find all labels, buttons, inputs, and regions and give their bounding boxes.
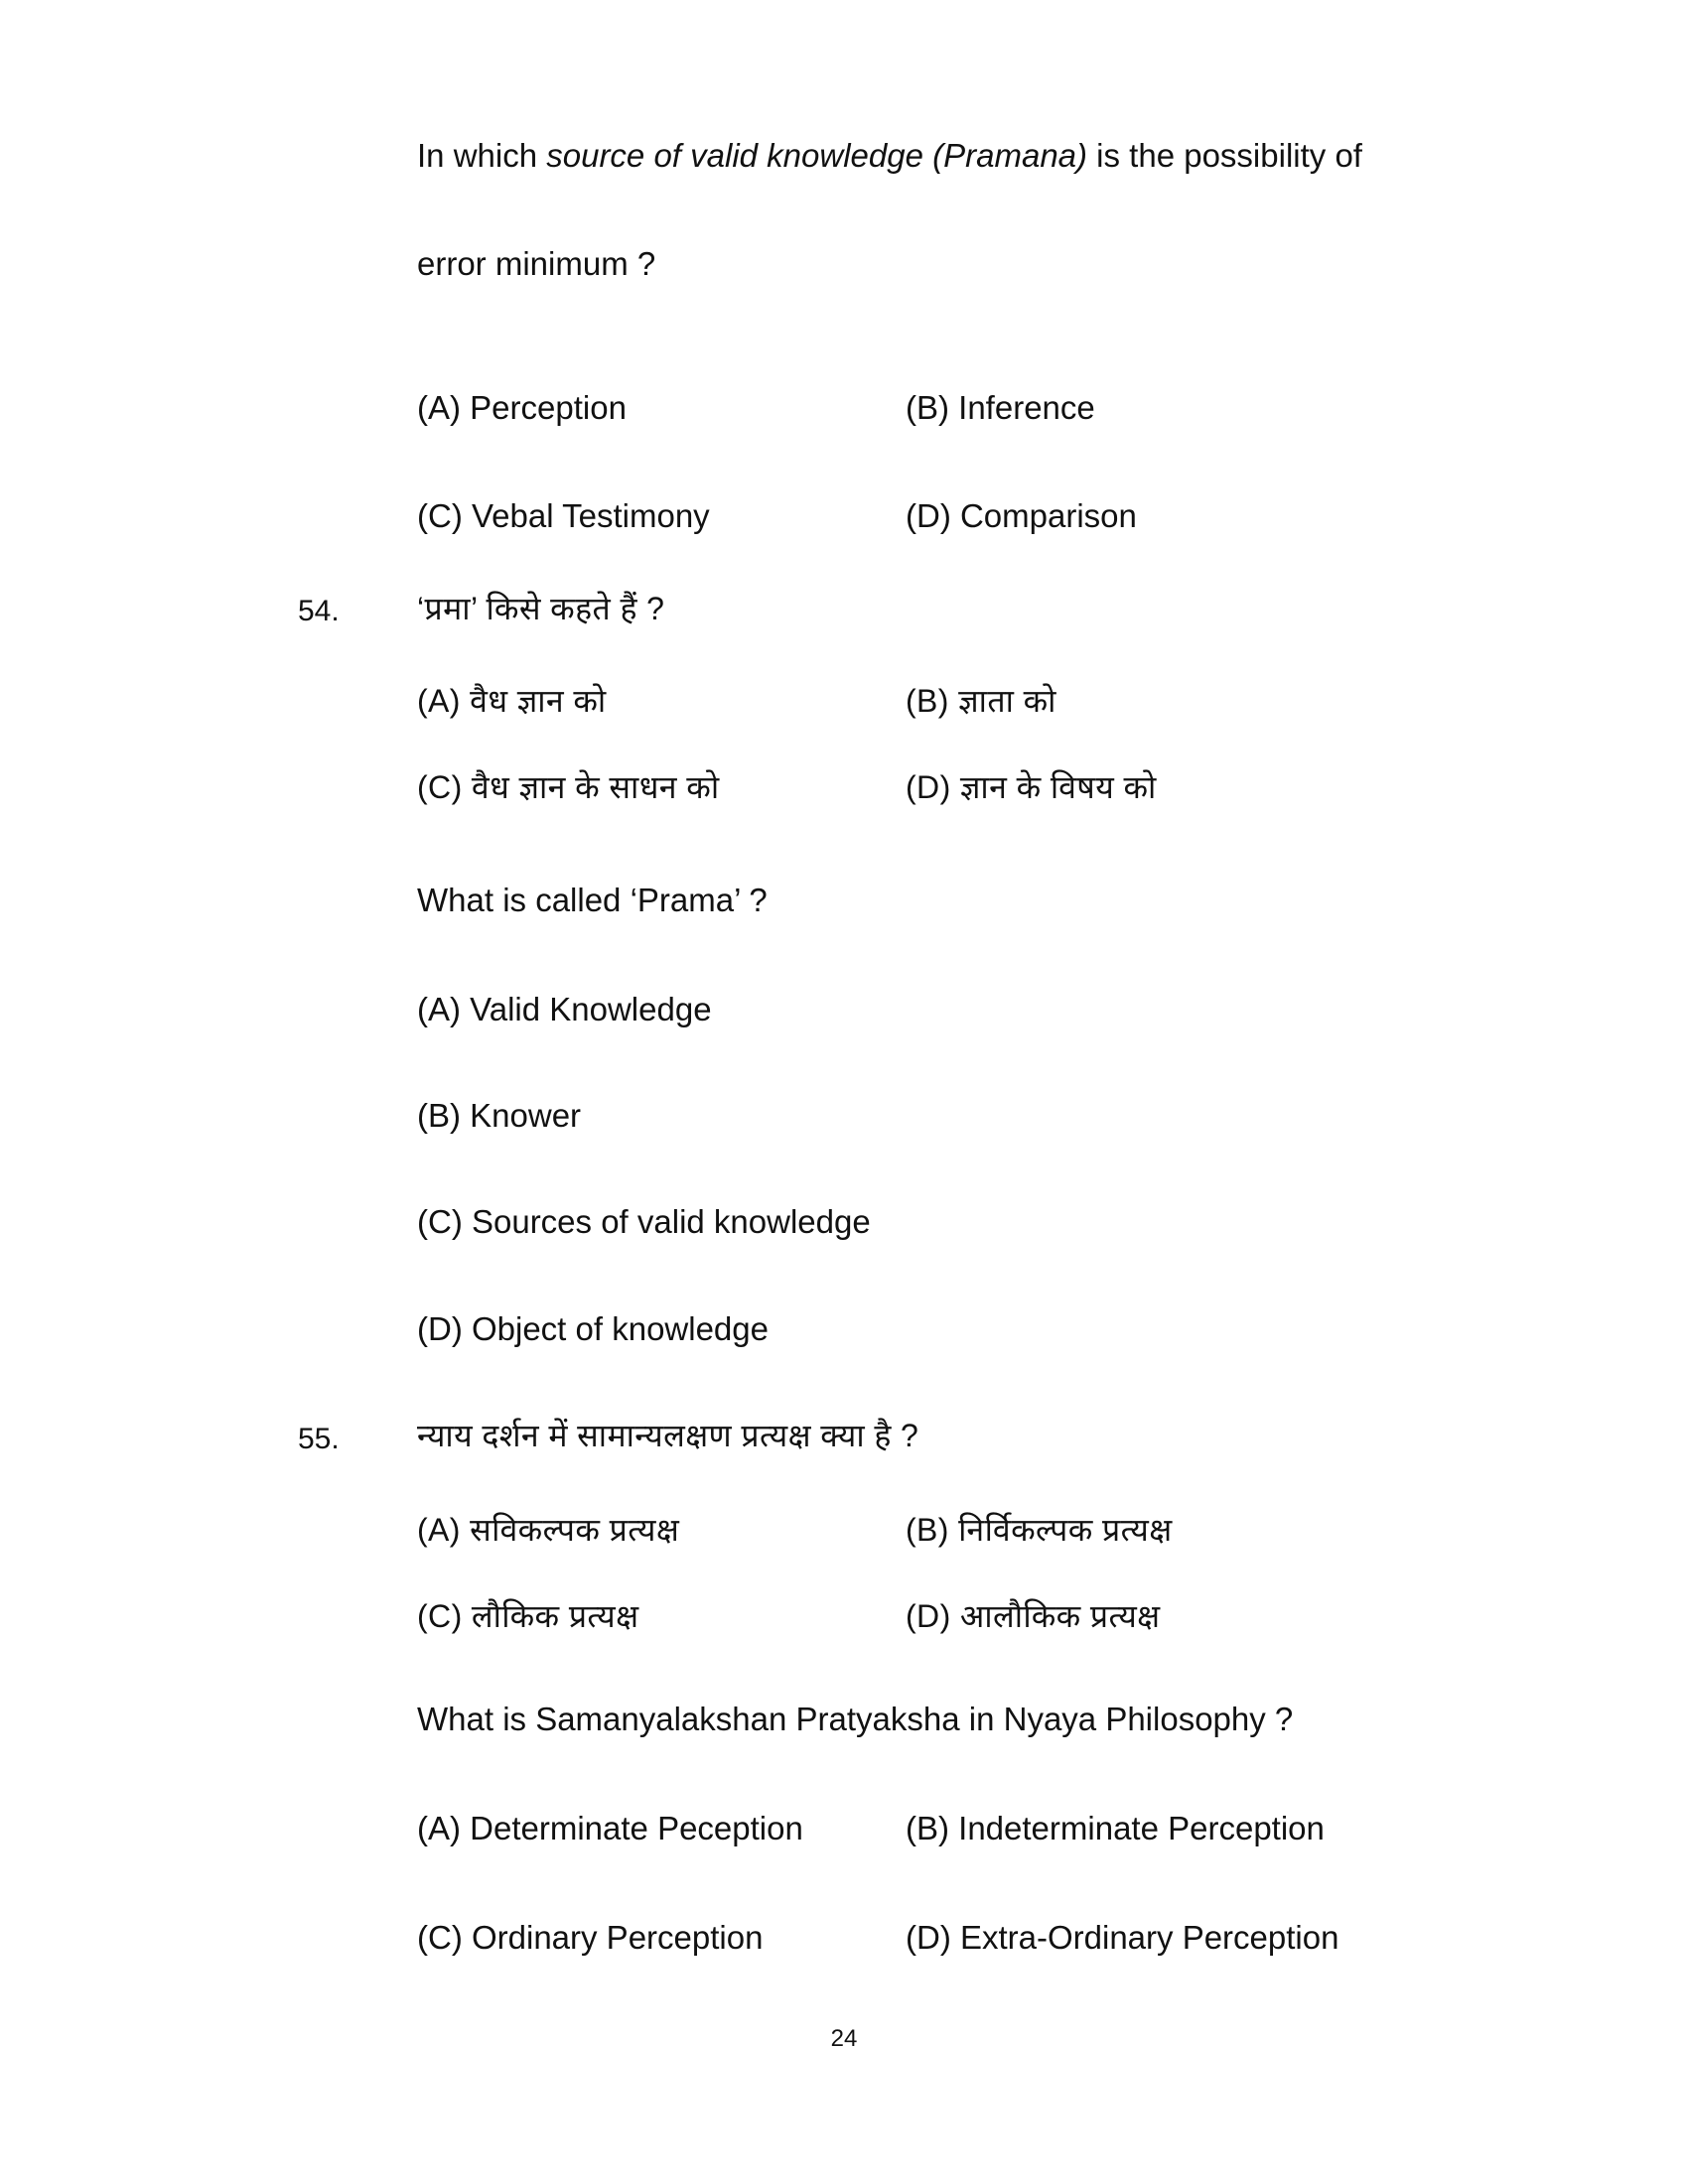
question-stem-q55-english: What is Samanyalakshan Pratyaksha in Nyaya Philosophy ? — [417, 1701, 1294, 1737]
option-q53-c[interactable]: (C) Vebal Testimony — [417, 497, 710, 534]
option-row-q53-ab — [417, 391, 1609, 424]
option-q53-a[interactable]: (A) Perception — [417, 389, 627, 426]
option-row-q53-cd — [417, 499, 1609, 532]
stem-text-italic: source of valid knowledge (Pramana) — [546, 137, 1088, 174]
question-stem-q53-line1 — [417, 139, 1569, 172]
question-stem-q54-english: What is called ‘Prama’ ? — [417, 882, 768, 918]
option-q55-english-a[interactable]: (A) Determinate Peception — [417, 1810, 803, 1846]
option-row-q55-hindi-cd — [417, 1600, 1609, 1632]
option-q55-english-d[interactable]: (D) Extra-Ordinary Perception — [906, 1919, 1339, 1956]
option-row-q55-hindi-ab — [417, 1514, 1609, 1546]
option-row-q54-hindi-cd — [417, 771, 1609, 803]
option-q54-english-d[interactable]: (D) Object of knowledge — [417, 1310, 769, 1347]
option-q55-hindi-a[interactable]: (A) सविकल्पक प्रत्यक्ष — [417, 1512, 680, 1548]
option-q53-d[interactable]: (D) Comparison — [906, 497, 1137, 534]
option-q55-hindi-c[interactable]: (C) लौकिक प्रत्यक्ष — [417, 1598, 639, 1634]
stem-text-before: In which — [417, 137, 547, 174]
question-stem-q53-line2: error minimum ? — [417, 245, 656, 282]
option-q55-english-b[interactable]: (B) Indeterminate Perception — [906, 1810, 1325, 1846]
option-q55-hindi-b[interactable]: (B) निर्विकल्पक प्रत्यक्ष — [906, 1512, 1173, 1548]
question-number-54: 54. — [298, 595, 340, 627]
option-row-q55-english-cd — [417, 1921, 1609, 1954]
option-q55-english-c[interactable]: (C) Ordinary Perception — [417, 1919, 764, 1956]
option-q54-english-b[interactable]: (B) Knower — [417, 1097, 582, 1134]
stem-text-after: is the possibility of — [1087, 137, 1362, 174]
option-q54-english-a[interactable]: (A) Valid Knowledge — [417, 991, 712, 1027]
option-q54-hindi-c[interactable]: (C) वैध ज्ञान के साधन को — [417, 769, 720, 805]
option-q54-hindi-b[interactable]: (B) ज्ञाता को — [906, 683, 1056, 719]
option-row-q55-english-ab — [417, 1812, 1609, 1844]
option-row-q54-hindi-ab — [417, 685, 1609, 717]
option-q54-english-c[interactable]: (C) Sources of valid knowledge — [417, 1203, 871, 1240]
question-stem-q55-hindi: न्याय दर्शन में सामान्यलक्षण प्रत्यक्ष क्या है ? — [417, 1418, 919, 1453]
page-number: 24 — [830, 2025, 858, 2052]
option-q53-b[interactable]: (B) Inference — [906, 389, 1095, 426]
option-q55-hindi-d[interactable]: (D) आलौकिक प्रत्यक्ष — [906, 1598, 1161, 1634]
question-stem-q54-hindi: ‘प्रमा’ किसे कहते हैं ? — [417, 591, 665, 626]
option-q54-hindi-d[interactable]: (D) ज्ञान के विषय को — [906, 769, 1157, 805]
question-number-55: 55. — [298, 1423, 340, 1455]
option-q54-hindi-a[interactable]: (A) वैध ज्ञान को — [417, 683, 607, 719]
